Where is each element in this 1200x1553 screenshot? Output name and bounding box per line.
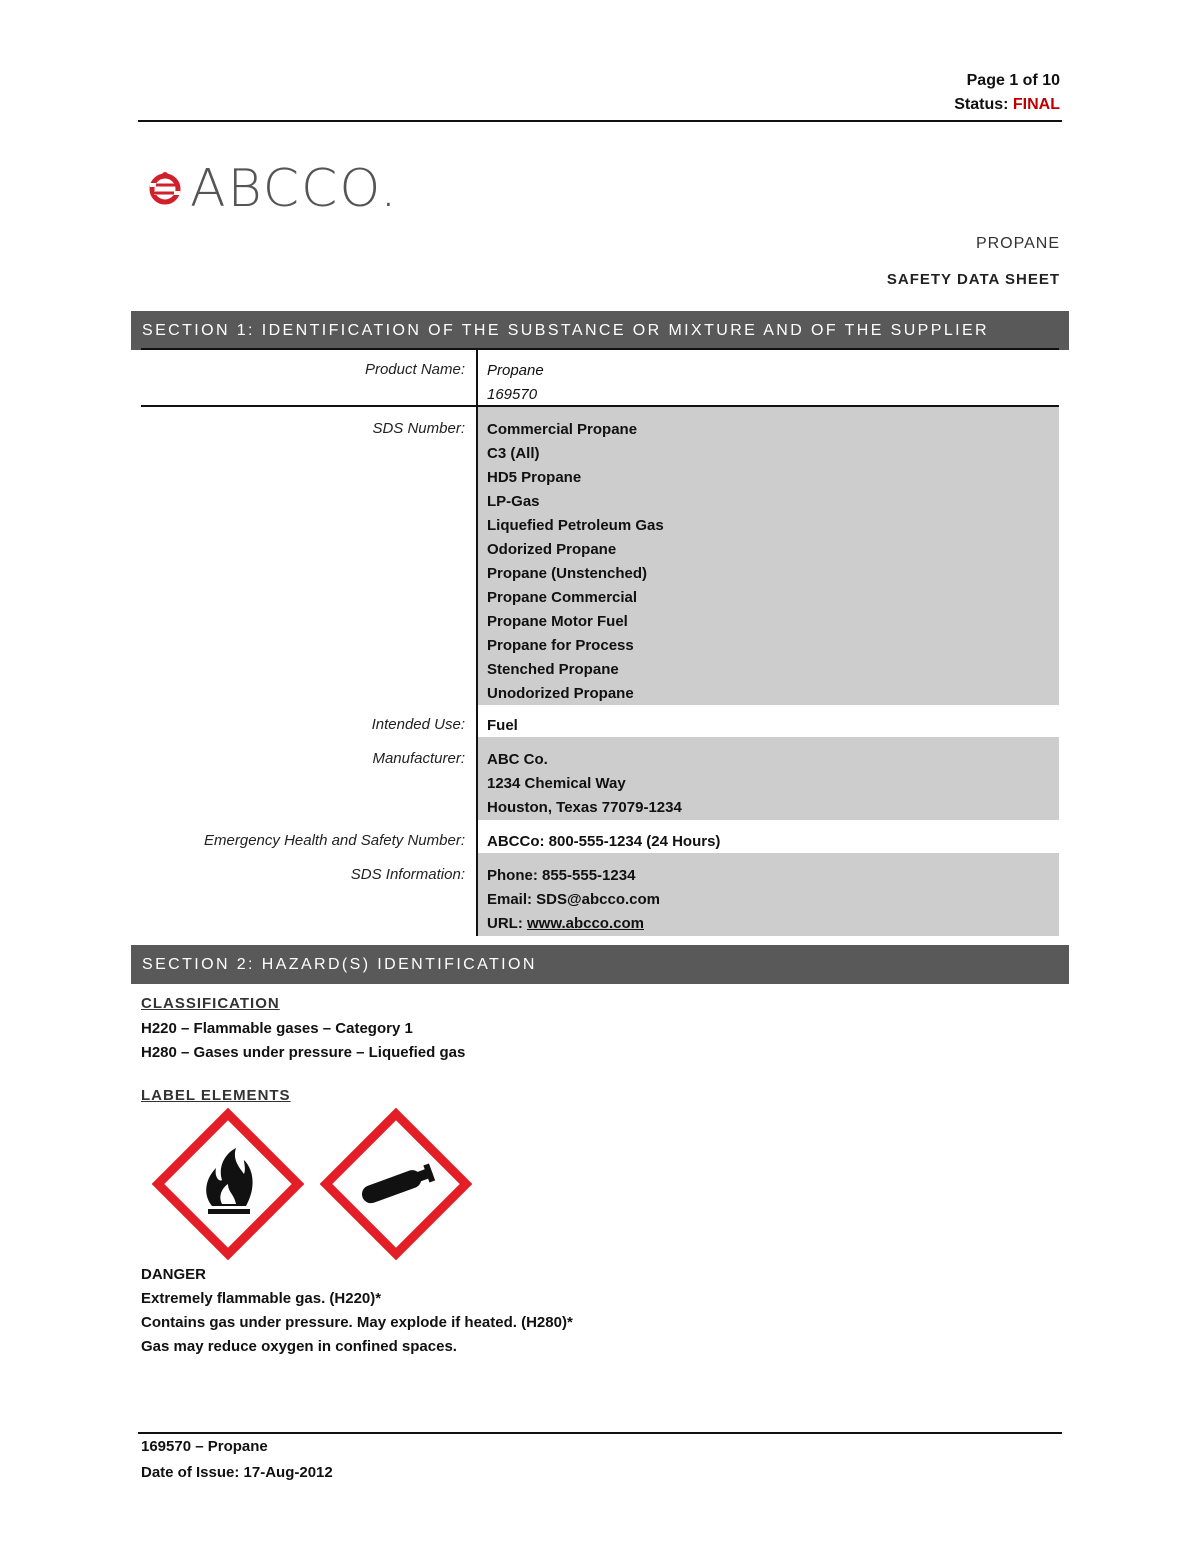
sds-url-link[interactable]: www.abcco.com xyxy=(527,915,644,932)
company-logo xyxy=(144,159,399,219)
product-name-value xyxy=(487,359,544,407)
manufacturer-street: 1234 Chemical Way xyxy=(487,775,626,792)
footer-product: 169570 – Propane xyxy=(141,1438,268,1455)
hazard-statement: Gas may reduce oxygen in confined spaces. xyxy=(141,1338,457,1355)
list-item: LP-Gas xyxy=(487,493,540,510)
status-value: FINAL xyxy=(1012,96,1060,113)
table-divider xyxy=(476,348,478,936)
sds-number-label: SDS Number: xyxy=(372,420,465,437)
sds-email: Email: SDS@abcco.com xyxy=(487,891,661,908)
list-item: Commercial Propane xyxy=(487,421,638,438)
sds-number-list xyxy=(487,418,664,706)
manufacturer-label: Manufacturer: xyxy=(372,750,465,767)
classification-heading: CLASSIFICATION xyxy=(141,995,280,1012)
manufacturer-value xyxy=(487,748,682,820)
list-item: Propane (Unstenched) xyxy=(487,565,648,582)
classification-list xyxy=(141,1017,465,1065)
sds-info-value xyxy=(487,864,660,936)
product-name-label: Product Name: xyxy=(364,361,465,378)
manufacturer-name: ABC Co. xyxy=(487,751,548,768)
list-item: Unodorized Propane xyxy=(487,685,634,702)
logo-text: ABCCO. xyxy=(190,159,399,219)
document-product: PROPANE xyxy=(975,235,1060,252)
hazard-statement: Extremely flammable gas. (H220)* xyxy=(141,1290,382,1307)
hazard-statements xyxy=(141,1263,573,1359)
list-item: Propane Motor Fuel xyxy=(487,613,628,630)
intended-use-label: Intended Use: xyxy=(371,716,465,733)
product-name: Propane xyxy=(487,362,544,379)
document-type: SAFETY DATA SHEET xyxy=(886,271,1060,288)
signal-word: DANGER xyxy=(141,1266,207,1283)
list-item: C3 (All) xyxy=(487,445,540,462)
status-label: Status: xyxy=(954,96,1013,113)
list-item: Odorized Propane xyxy=(487,541,617,558)
sds-url-line xyxy=(487,912,660,936)
logo-mark-icon xyxy=(144,167,186,211)
flame-pictogram-icon xyxy=(152,1108,304,1260)
section-2-header: SECTION 2: HAZARD(S) IDENTIFICATION xyxy=(131,945,1069,984)
page-number: Page 1 of 10 xyxy=(966,72,1060,89)
list-item: Stenched Propane xyxy=(487,661,619,678)
list-item: HD5 Propane xyxy=(487,469,582,486)
sds-phone: Phone: 855-555-1234 xyxy=(487,867,636,884)
list-item: Liquefied Petroleum Gas xyxy=(487,517,664,534)
sds-info-label: SDS Information: xyxy=(350,866,465,883)
section-1-header: SECTION 1: IDENTIFICATION OF THE SUBSTANCE OR MIXTURE AND OF THE SUPPLIER xyxy=(131,311,1069,350)
list-item: H280 – Gases under pressure – Liquefied gas xyxy=(141,1044,466,1061)
emergency-value: ABCCo: 800-555-1234 (24 Hours) xyxy=(487,833,721,850)
hazard-statement: Contains gas under pressure. May explode if heated. (H280)* xyxy=(141,1314,573,1331)
list-item: H220 – Flammable gases – Category 1 xyxy=(141,1020,413,1037)
list-item: Propane for Process xyxy=(487,637,634,654)
footer-issue-date: Date of Issue: 17-Aug-2012 xyxy=(141,1464,333,1481)
section-1-rule xyxy=(141,348,1059,350)
status-line xyxy=(954,96,1060,114)
emergency-label: Emergency Health and Safety Number: xyxy=(204,832,465,849)
list-item: Propane Commercial xyxy=(487,589,638,606)
label-elements-heading: LABEL ELEMENTS xyxy=(141,1087,291,1104)
gas-cylinder-pictogram-icon xyxy=(320,1108,472,1260)
manufacturer-city: Houston, Texas 77079-1234 xyxy=(487,799,682,816)
header-rule xyxy=(138,120,1062,122)
sds-url-label: URL: xyxy=(487,915,527,932)
product-code: 169570 xyxy=(487,386,538,403)
footer xyxy=(141,1434,333,1486)
intended-use-value: Fuel xyxy=(487,717,518,734)
